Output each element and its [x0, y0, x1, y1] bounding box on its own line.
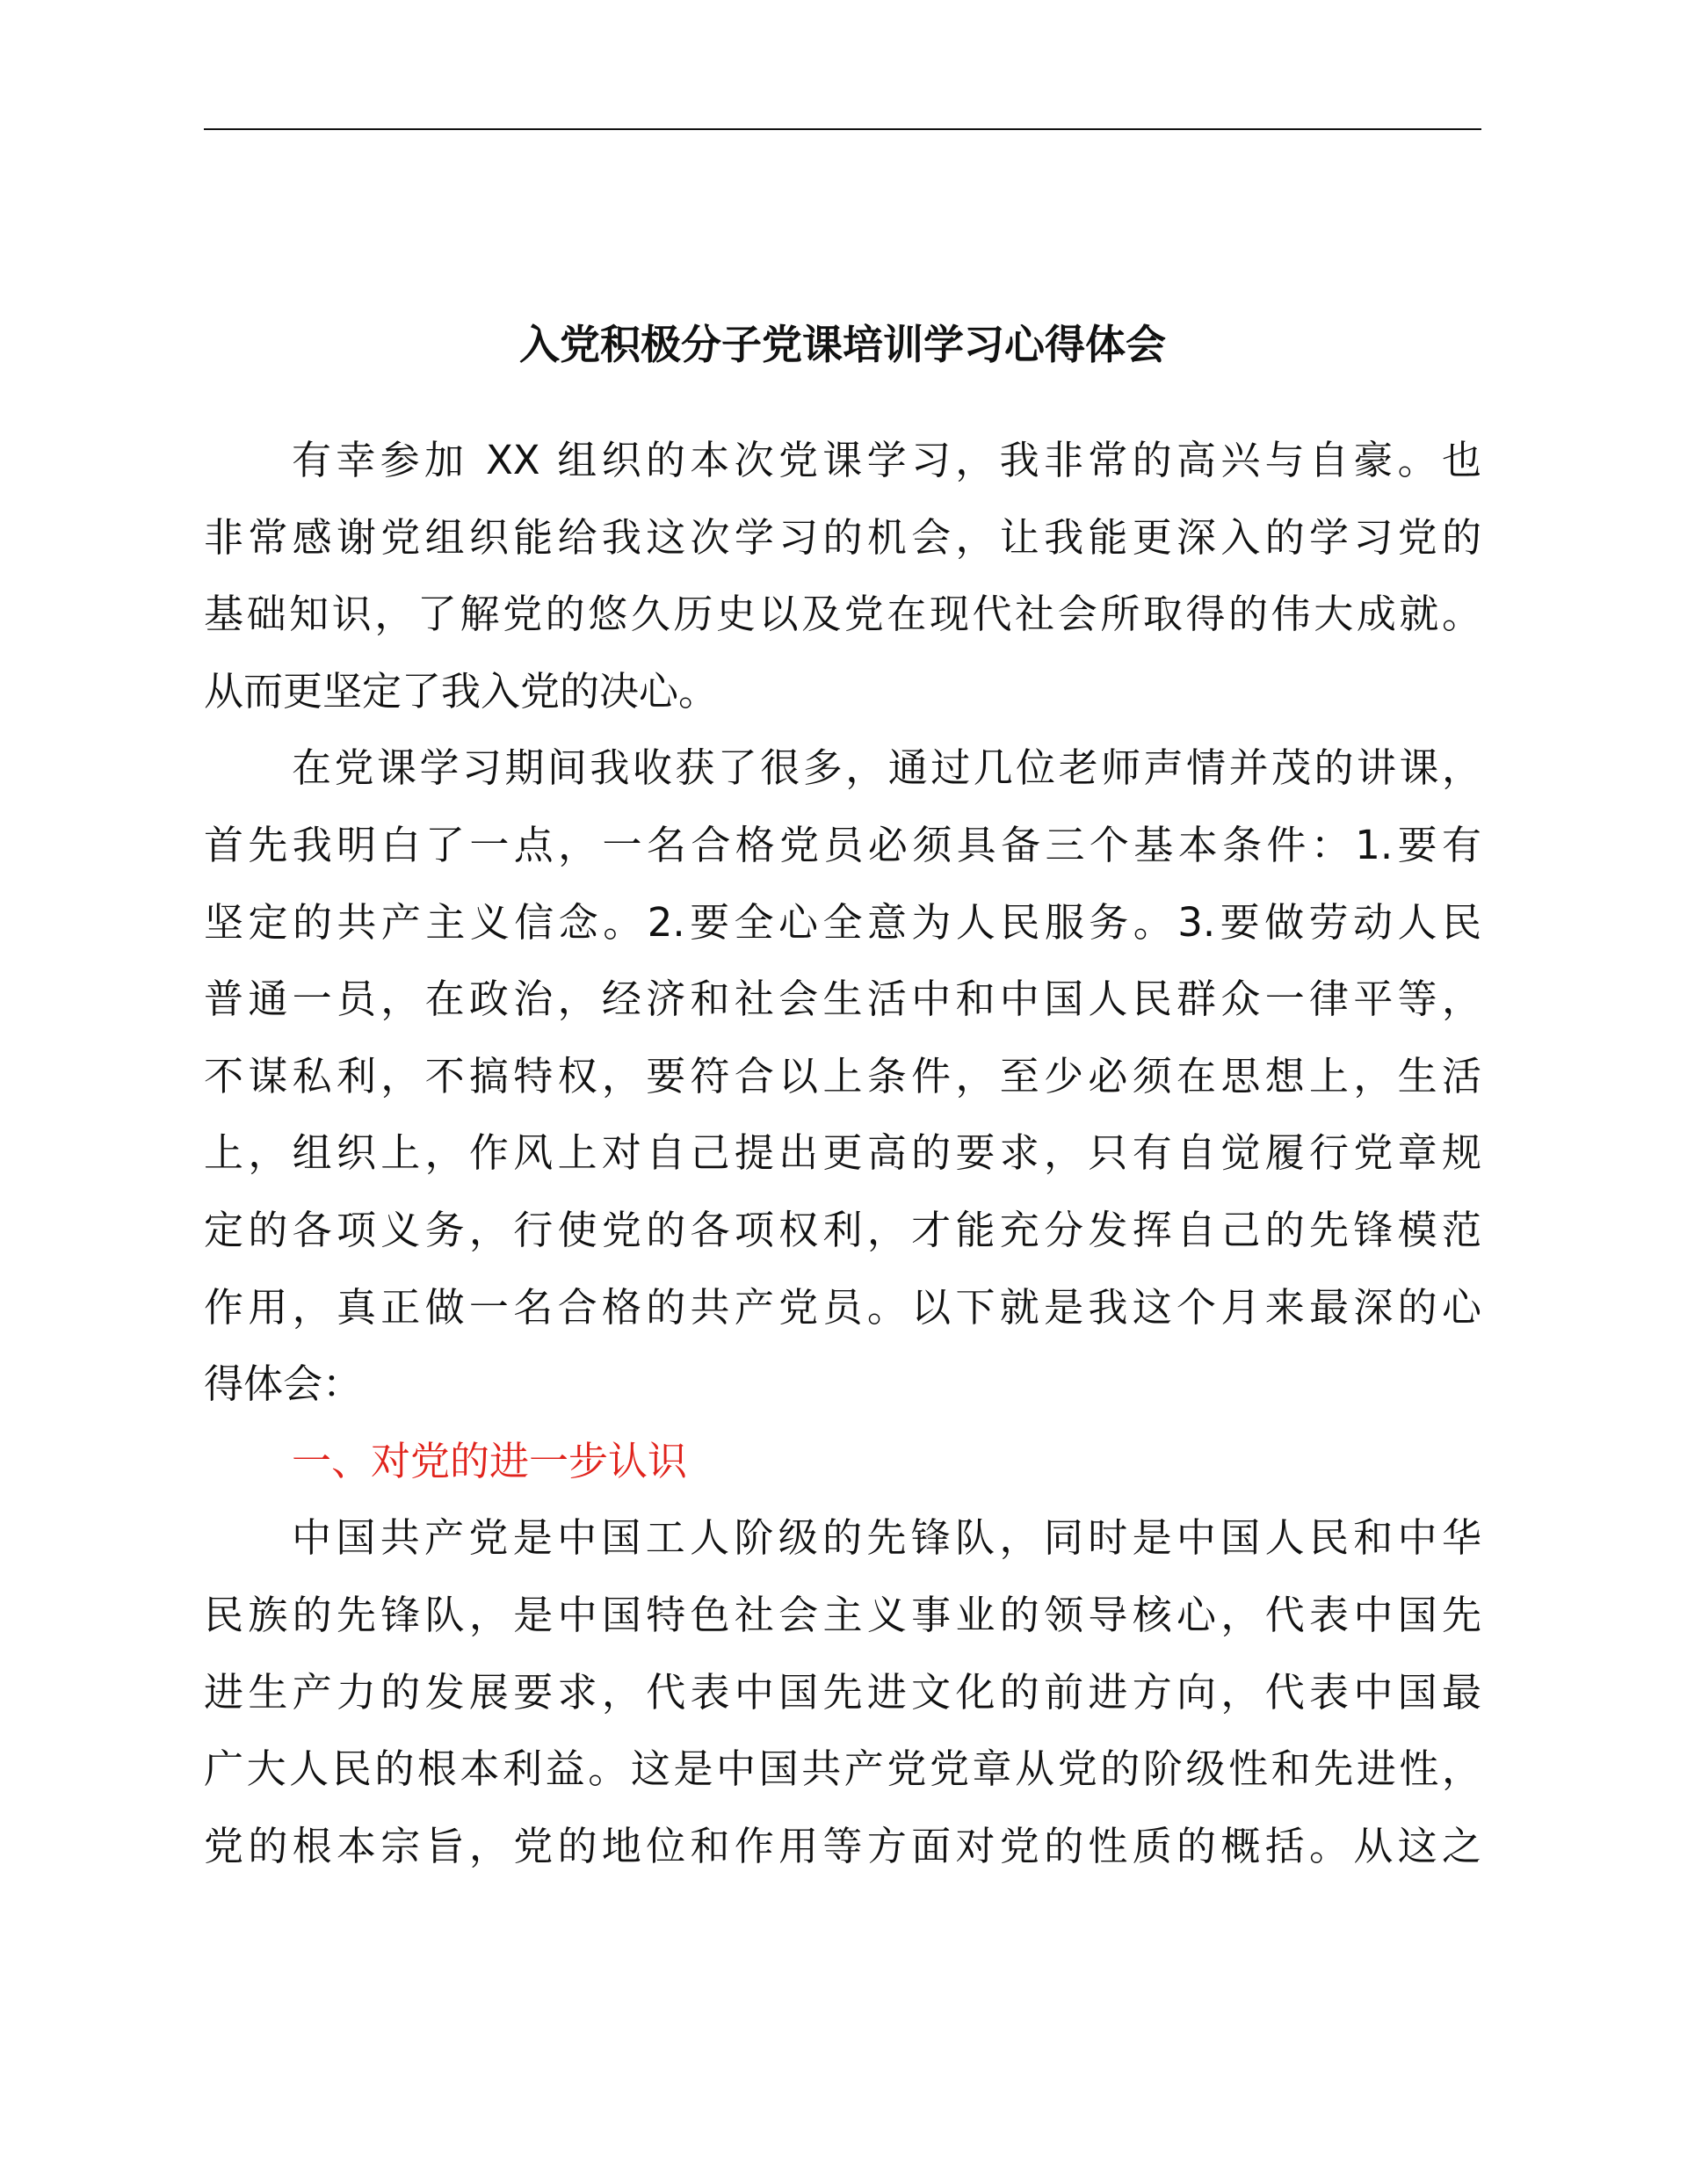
- paragraph-line: 得体会：: [204, 1360, 363, 1408]
- paragraph-line: 定的各项义务，行使党的各项权利，才能充分发挥自己的先锋模范: [204, 1206, 1481, 1253]
- paragraph-line: 从而更坚定了我入党的决心。: [204, 667, 719, 715]
- paragraph-line: 党的根本宗旨，党的地位和作用等方面对党的性质的概括。从这之: [204, 1822, 1481, 1869]
- section-heading: 一、对党的进一步认识: [292, 1437, 688, 1484]
- document-title: 入党积极分子党课培训学习心得体会: [519, 321, 1166, 368]
- paragraph-line: 在党课学习期间我收获了很多，通过几位老师声情并茂的讲课，: [292, 744, 1481, 792]
- paragraph-line: 有幸参加 XX 组织的本次党课学习，我非常的高兴与自豪。也: [292, 437, 1481, 483]
- paragraph-line: 坚定的共产主义信念。2.要全心全意为人民服务。3.要做劳动人民: [204, 898, 1481, 946]
- paragraph-line: 民族的先锋队，是中国特色社会主义事业的领导核心，代表中国先: [204, 1591, 1481, 1638]
- paragraph-line: 广大人民的根本利益。这是中国共产党党章从党的阶级性和先进性，: [204, 1745, 1481, 1793]
- paragraph-line: 作用，真正做一名合格的共产党员。以下就是我这个月来最深的心: [204, 1283, 1481, 1331]
- paragraph-line: 中国共产党是中国工人阶级的先锋队，同时是中国人民和中华: [292, 1514, 1481, 1562]
- paragraph-line: 非常感谢党组织能给我这次学习的机会，让我能更深入的学习党的: [204, 513, 1481, 561]
- header-rule: [204, 128, 1481, 130]
- paragraph-line: 基础知识，了解党的悠久历史以及党在现代社会所取得的伟大成就。: [204, 591, 1481, 638]
- paragraph-line: 普通一员，在政治，经济和社会生活中和中国人民群众一律平等，: [204, 976, 1481, 1023]
- paragraph-line: 上，组织上，作风上对自己提出更高的要求，只有自觉履行党章规: [204, 1129, 1481, 1177]
- paragraph-line: 进生产力的发展要求，代表中国先进文化的前进方向，代表中国最: [204, 1668, 1481, 1716]
- paragraph-line: 不谋私利，不搞特权，要符合以上条件，至少必须在思想上，生活: [204, 1052, 1481, 1099]
- paragraph-line: 首先我明白了一点，一名合格党员必须具备三个基本条件：1.要有: [204, 821, 1481, 868]
- document-body: [204, 422, 1481, 1884]
